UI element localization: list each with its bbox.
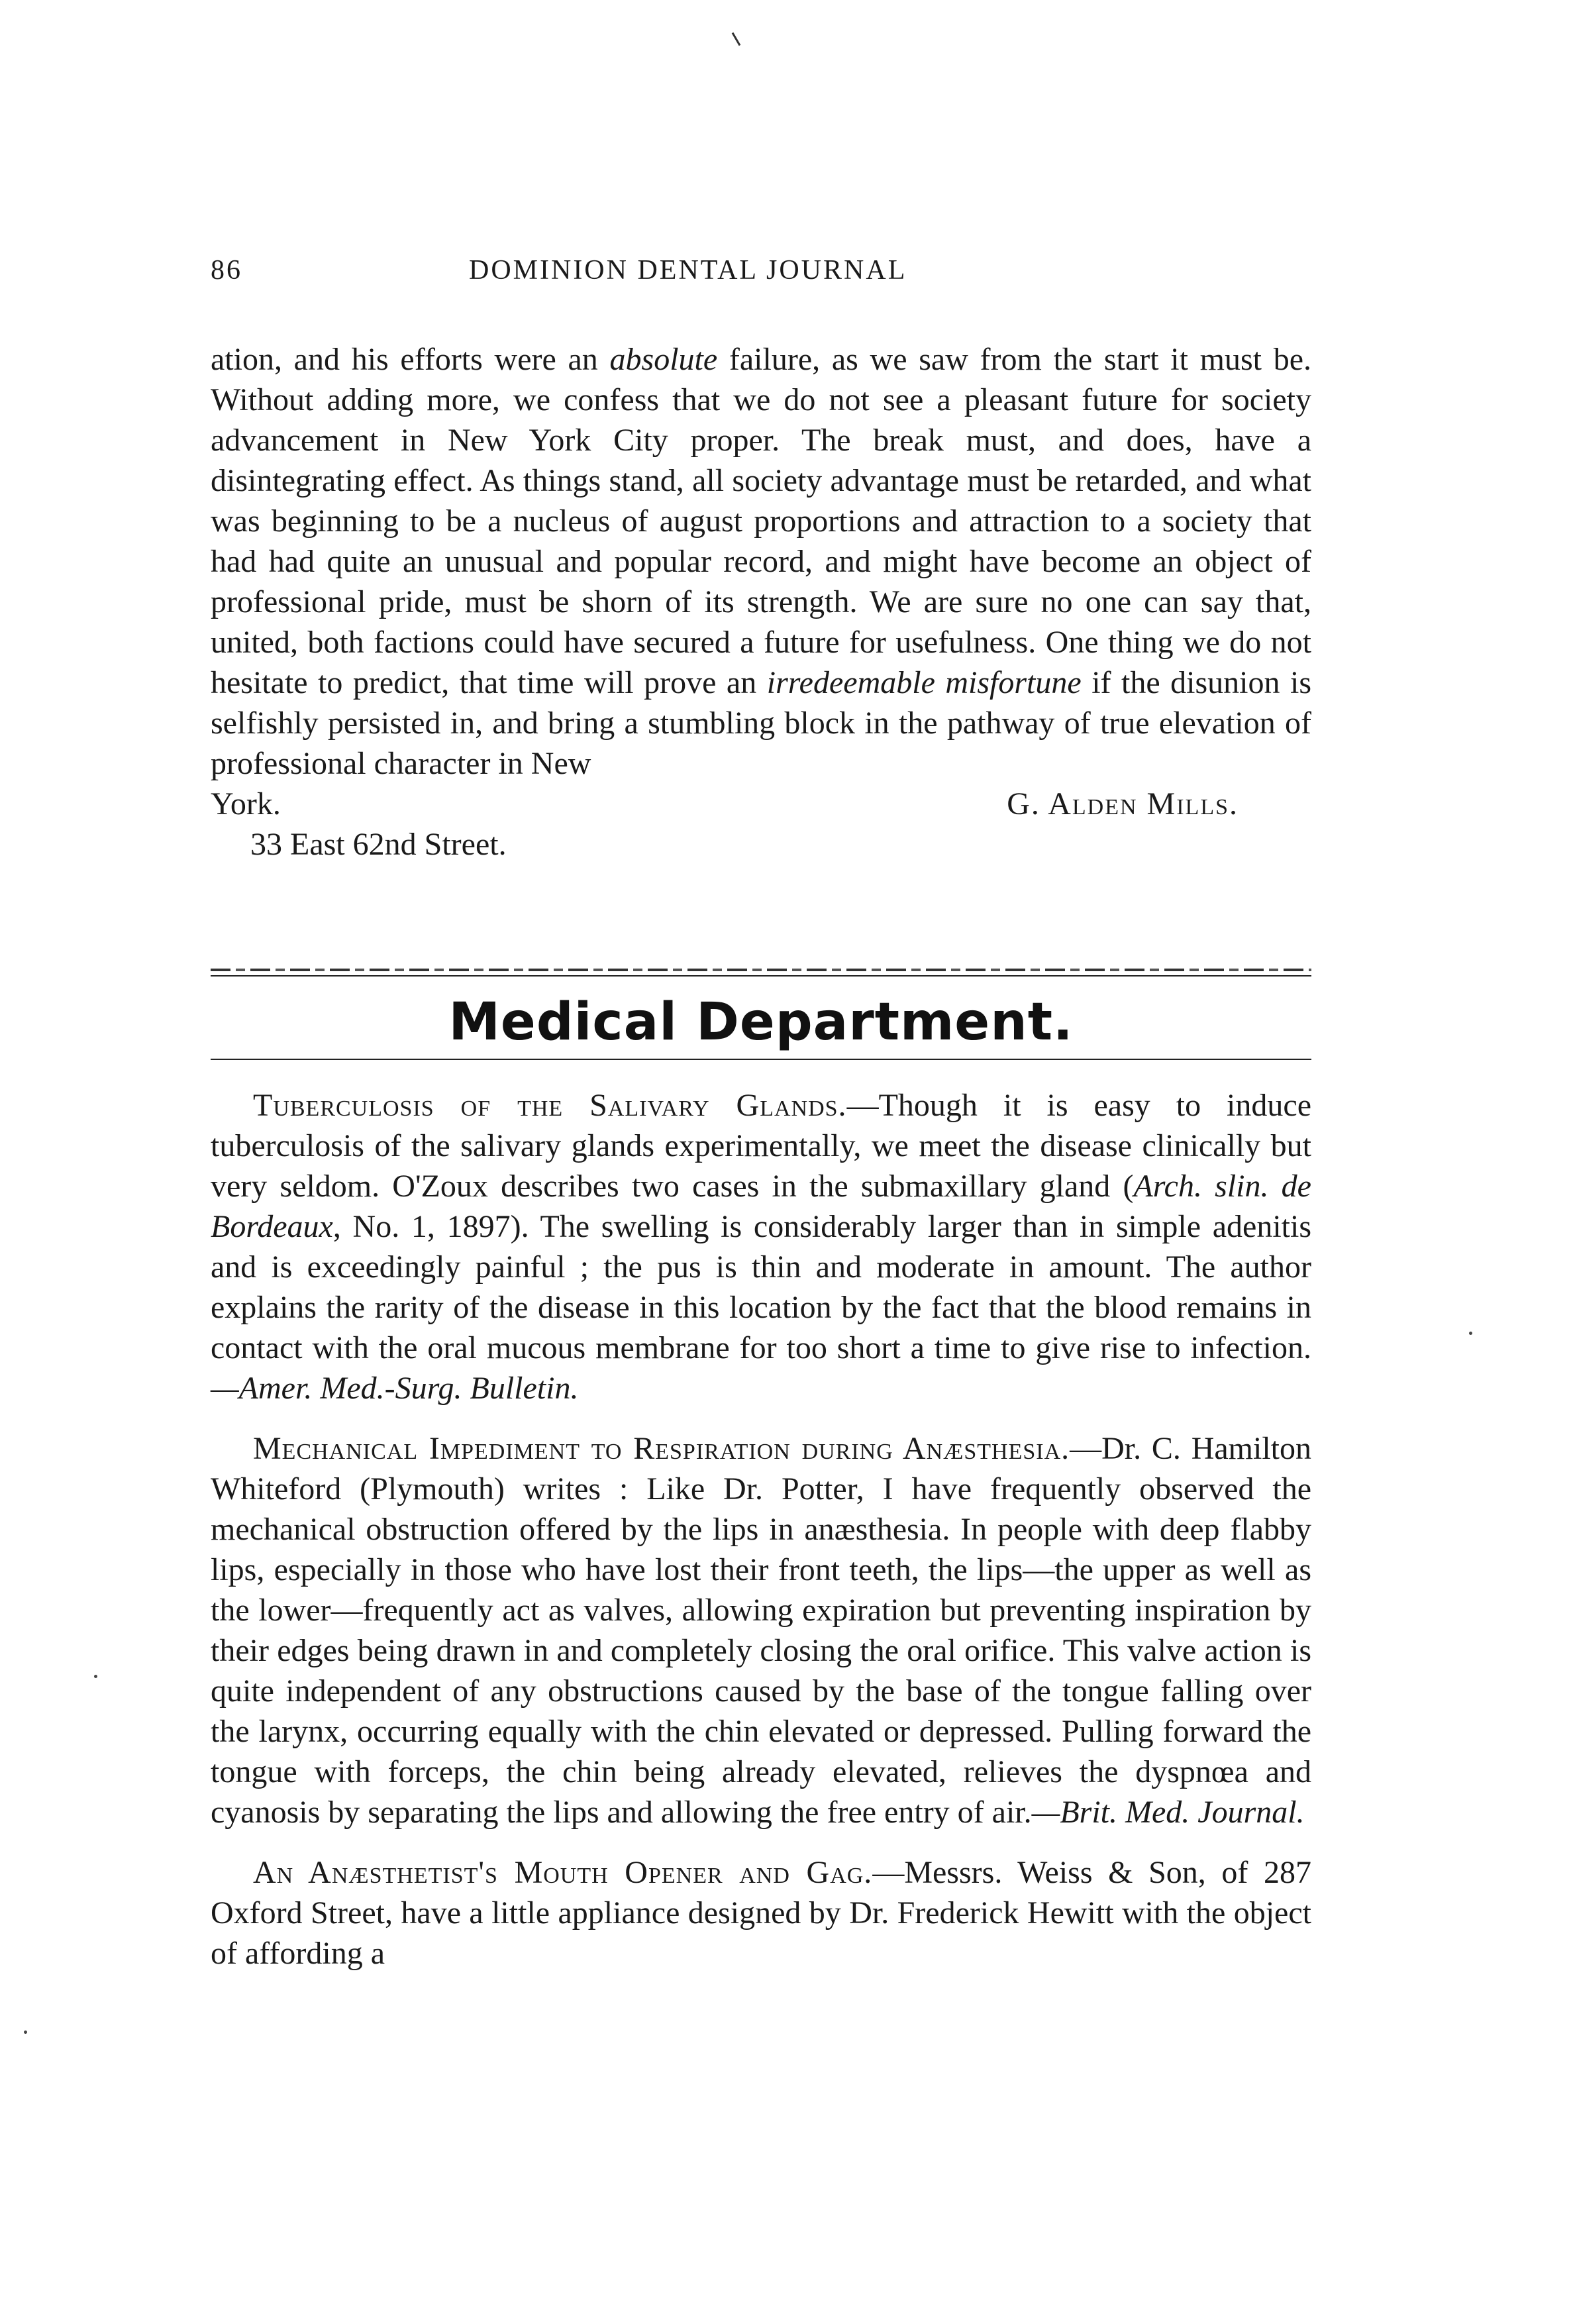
text-span: —Though it is easy to induce tuberculosis of the salivary glands experimentally, we meet the disease clinically but very seldom. O'Zoux describes two cases in the submaxillary gland ( — [211, 1088, 1312, 1204]
text-span: ation, and his efforts were an — [211, 342, 610, 377]
italic-span: Arch. slin. de Bordeaux — [211, 1169, 1311, 1244]
letter-continuation — [211, 339, 1311, 865]
ink-speck — [1469, 1332, 1472, 1335]
section-divider — [211, 975, 1311, 977]
ink-speck — [94, 1675, 97, 1678]
section-divider — [211, 1059, 1311, 1060]
running-header — [211, 254, 1310, 294]
article-heading: Mechanical Impediment to Respiration during Anæsthesia. — [253, 1431, 1070, 1466]
article-source: —Amer. Med.-Surg. Bulletin. — [211, 1371, 579, 1406]
page-number: 86 — [211, 255, 242, 286]
article-source: —Brit. Med. Journal. — [1031, 1795, 1305, 1830]
section-title: Medical Department. — [448, 992, 1074, 1052]
article-mouth-opener — [211, 1852, 1311, 1974]
ink-mark — [732, 32, 741, 46]
ink-speck — [24, 2031, 27, 2034]
author-address: 33 East 62nd Street. — [250, 827, 507, 862]
article-respiration — [211, 1428, 1311, 1832]
letter-paragraph — [211, 339, 1311, 784]
article-tuberculosis — [211, 1085, 1311, 1408]
italic-span: irredeemable misfortune — [766, 665, 1082, 700]
italic-span: absolute — [609, 342, 718, 377]
text-span: York. — [211, 786, 281, 821]
journal-title: DOMINION DENTAL JOURNAL — [469, 255, 907, 286]
text-span: —Dr. C. Hamilton Whiteford (Plymouth) writes : Like Dr. Potter, I have frequently observed the mechanical obstruction offered by the lips in anæsthesia. In people with deep flabby lips, especially in those who have lost their front teeth, the lips—the upper as well as the lower—frequently act as valves, allowing expiration but preventing inspiration by their edges being drawn in and completely closing the oral orifice. This valve action is quite independent of any obstructions caused by the base of the tongue falling over the larynx, occurring equally with the chin elevated or depressed. Pulling forward the tongue with forceps, the chin being already elevated, relieves the dyspnœa and cyanosis by separating the lips and allowing the free entry of air. — [211, 1431, 1312, 1830]
text-span: if the disunion is selfishly persisted in, and bring a stumbling block in the pathway of true elevation of professional character in New — [211, 665, 1312, 781]
author-signature: G. Alden Mills. — [1007, 786, 1239, 821]
text-span: , No. 1, 1897). The swelling is considerably larger than in simple adenitis and is exceedingly painful ; the pus is thin and moderate in amount. The author explains the rarity of the disease in this location by the fact that the blood remains in contact with the oral mucous membrane for too short a time to give rise to infection. — [211, 1209, 1311, 1365]
section-divider — [211, 969, 1311, 971]
text-span: —Messrs. Weiss & Son, of 287 Oxford Street, have a little appliance designed by Dr. Frederick Hewitt with the object of affording a — [211, 1855, 1311, 1971]
signature-line — [211, 784, 1311, 824]
article-heading: An Anæsthetist's Mouth Opener and Gag. — [253, 1855, 873, 1890]
article-heading: Tuberculosis of the Salivary Glands. — [253, 1088, 847, 1123]
articles — [211, 1085, 1311, 1974]
text-span: failure, as we saw from the start it must be. Without adding more, we confess that we do not see a pleasant future for society advancement in New York City proper. The break must, and does, have a disintegrating effect. As things stand, all society advantage must be retarded, and what was beginning to be a nucleus of august proportions and attraction to a society that had had quite an unusual and popular record, and might have become an object of professional pride, must be shorn of its strength. We are sure no one can say that, united, both factions could have secured a future for usefulness. One thing we do not hesitate to predict, that time will prove an — [211, 342, 1312, 700]
